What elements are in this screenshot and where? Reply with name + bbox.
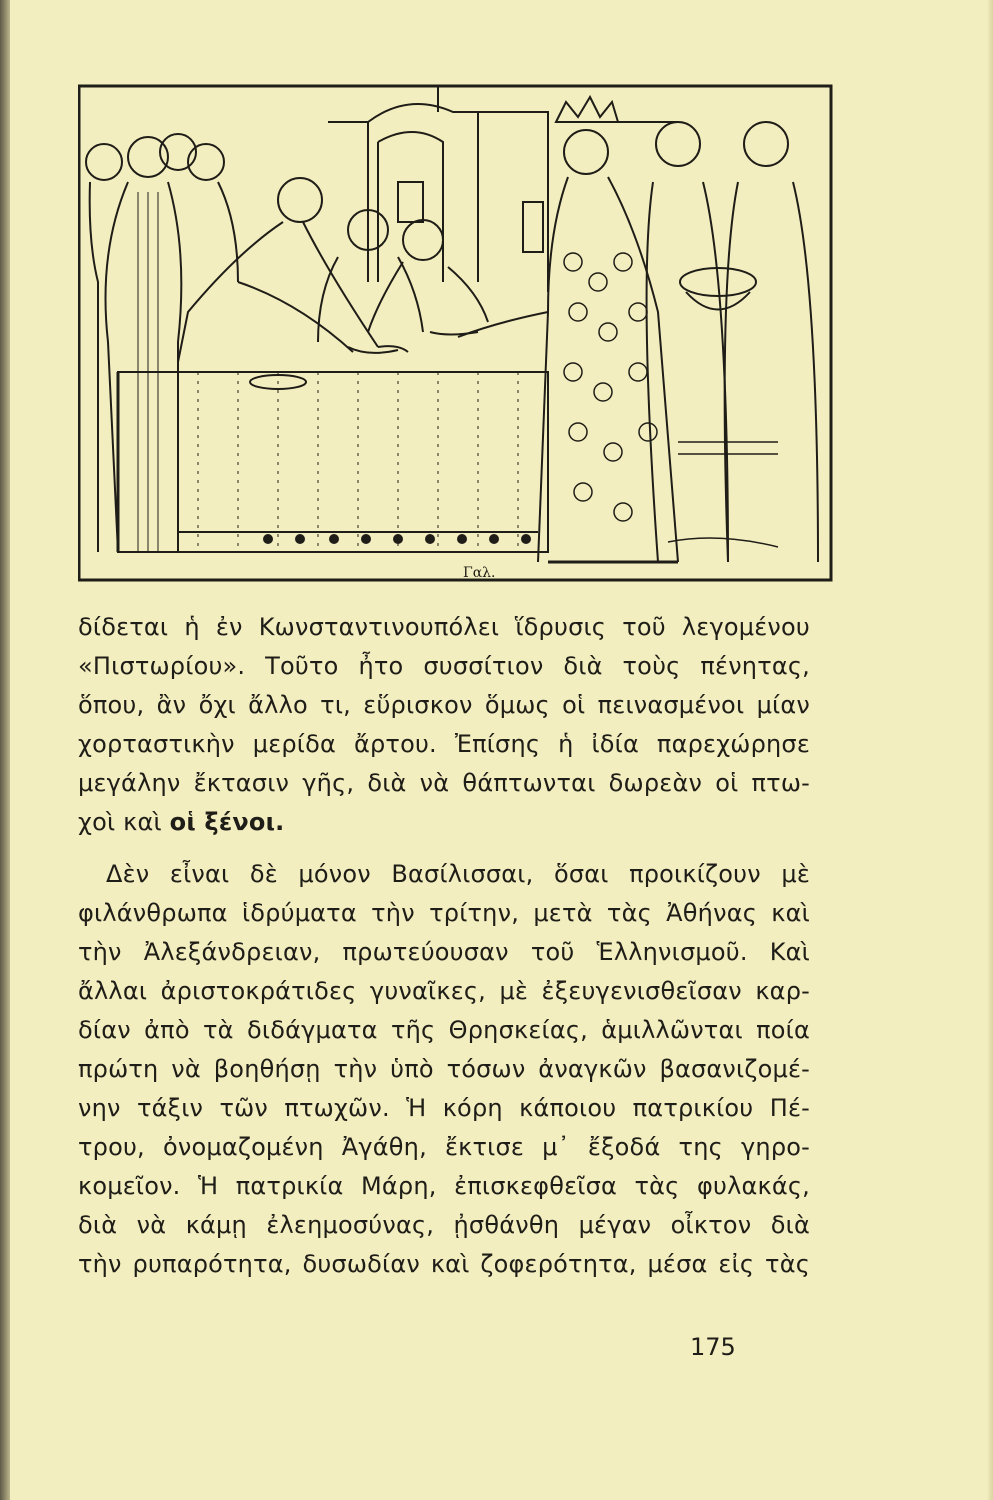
page-binding-edge [0, 0, 10, 1500]
text-line: κομεῖον. Ἡ πατρικία Μάρη, ἐπισκεφθεῖσα τὰς φυλακάς, [78, 1172, 810, 1200]
illustrator-signature: Γαλ. [463, 565, 496, 581]
text-line: Δὲν εἶναι δὲ μόνον Βασίλισσαι, ὅσαι προικίζουν μὲ [106, 860, 810, 888]
text-fragment: χοὶ καὶ [78, 808, 162, 836]
byzantine-charity-illustration [78, 82, 834, 582]
text-line: τρου, ὀνομαζομένη Ἀγάθη, ἔκτισε μ᾿ ἔξοδά της γηρο- [78, 1133, 810, 1161]
page-right-edge [987, 0, 993, 1500]
text-line: τὴν Ἀλεξάνδρειαν, πρωτεύουσαν τοῦ Ἑλληνισμοῦ. Καὶ [78, 938, 810, 966]
text-line: πρώτη νὰ βοηθήσῃ τὴν ὑπὸ τόσων ἀναγκῶν βασανιζομέ- [78, 1055, 810, 1083]
text-line: φιλάνθρωπα ἱδρύματα τὴν τρίτην, μετὰ τὰς Ἀθήνας καὶ [78, 899, 810, 927]
text-line: δίαν ἀπὸ τὰ διδάγματα τῆς Θρησκείας, ἁμιλλῶνται ποία [78, 1016, 810, 1044]
text-line: τὴν ρυπαρότητα, δυσωδίαν καὶ ζοφερότητα, μέσα εἰς τὰς [78, 1250, 810, 1278]
text-line: δίδεται ἡ ἐν Κωνσταντινουπόλει ἵδρυσις τοῦ λεγομένου [78, 613, 810, 641]
text-line: μεγάλην ἔκτασιν γῆς, διὰ νὰ θάπτωνται δωρεὰν οἱ πτω- [78, 769, 810, 797]
body-text [78, 608, 810, 1284]
text-line: «Πιστωρίου». Τοῦτο ἦτο συσσίτιον διὰ τοὺς πένητας, [78, 652, 810, 680]
text-line: χορταστικὴν μερίδα ἄρτου. Ἐπίσης ἡ ἰδία παρεχώρησε [78, 730, 810, 758]
text-line: ἄλλαι ἀριστοκράτιδες γυναῖκες, μὲ ἐξευγενισθεῖσαν καρ- [78, 977, 810, 1005]
text-line: ὅπου, ἂν ὄχι ἄλλο τι, εὕρισκον ὅμως οἱ πεινασμένοι μίαν [78, 691, 810, 719]
text-line [78, 803, 810, 842]
text-line: διὰ νὰ κάμῃ ἐλεημοσύνας, ᾐσθάνθη μέγαν οἶκτον διὰ [78, 1211, 810, 1239]
text-line: νην τάξιν τῶν πτωχῶν. Ἡ κόρη κάποιου πατρικίου Πέ- [78, 1094, 810, 1122]
bold-phrase: οἱ ξένοι. [169, 808, 285, 836]
page-number: 175 [690, 1333, 736, 1361]
